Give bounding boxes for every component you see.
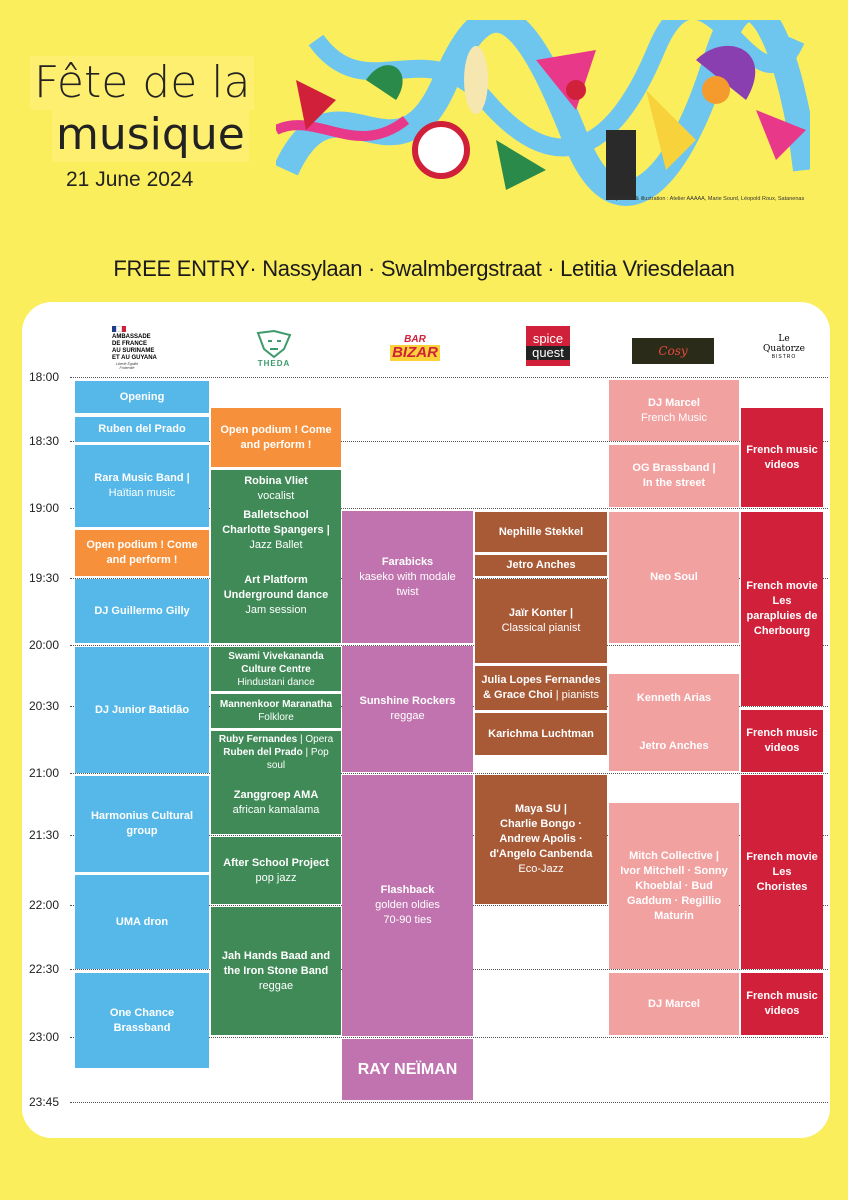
event-title: Jaïr Konter | [508, 607, 574, 619]
event-title: Mitch Collective | [629, 849, 719, 862]
event-title: Farabicks [381, 555, 434, 568]
event-title: Art Platform [244, 574, 308, 586]
event-genre: | Opera [299, 734, 334, 745]
event-title: Nephille Stekkel [498, 525, 584, 538]
event-ruby-ruben-zanggroep [211, 731, 341, 834]
event-title: DJ Junior Batidão [94, 703, 190, 716]
logo-quatorze [756, 326, 812, 368]
event-dj-junior-batidao [75, 647, 209, 773]
event-title: Open podium ! Come [220, 423, 332, 436]
event-karichma-luchtman [475, 713, 607, 755]
event-title: Jetro Anches [639, 740, 709, 753]
event-mitch-collective [609, 803, 739, 969]
event-genre: vocalist [257, 490, 295, 502]
time-label-2030: 20:30 [29, 699, 60, 713]
event-dj-guillermo-gilly [75, 579, 209, 643]
event-title: Charlotte Spangers | [222, 524, 330, 536]
time-label-1830: 18:30 [29, 434, 60, 448]
time-label-2100: 21:00 [29, 766, 60, 780]
event-title: Ruby Fernandes [218, 734, 298, 745]
event-genre: 70-90 ties [383, 914, 432, 926]
event-opening [75, 381, 209, 413]
time-label-1800: 18:00 [29, 370, 60, 384]
event-mannenkoor-maranatha [211, 694, 341, 728]
event-harmonius-cultural-group [75, 776, 209, 872]
event-title: Open podium ! Come [86, 539, 198, 551]
event-jah-hands-baad [211, 907, 341, 1035]
event-genre: | Pop [305, 747, 329, 758]
event-french-music-videos-1 [741, 408, 823, 507]
event-title: OG Brassband | [632, 462, 716, 474]
event-neo-soul [609, 512, 739, 643]
event-title: Brassband [113, 1021, 171, 1034]
event-genre: twist [396, 585, 419, 598]
event-jair-konter [475, 579, 607, 663]
event-title: Robina Vliet [244, 475, 308, 487]
time-label-2300: 23:00 [29, 1030, 60, 1044]
event-genre: Classical pianist [501, 622, 581, 634]
event-title: French music [746, 727, 818, 739]
event-title: and perform ! [240, 438, 312, 451]
event-title: Ruben del Prado [98, 423, 186, 435]
event-genre: golden oldies [375, 899, 440, 911]
grid-line-1800 [70, 377, 828, 378]
event-after-school-project [211, 837, 341, 904]
event-title: parapluies de [746, 610, 818, 622]
ambassade-line1: AMBASSADE [112, 334, 151, 340]
event-title: Opening [119, 390, 165, 403]
event-date: 21 June 2024 [66, 168, 194, 191]
event-title: After School Project [223, 856, 329, 869]
event-title: Jah Hands Baad and [221, 949, 331, 962]
event-ray-neiman [342, 1039, 473, 1100]
poster-title-line2: musique [52, 108, 249, 162]
event-swami-vivekananda [211, 647, 341, 691]
event-title: videos [764, 458, 800, 471]
event-genre: african kamalama [232, 804, 320, 816]
theda-face-icon [254, 329, 294, 359]
event-title: group [126, 825, 158, 837]
time-label-1900: 19:00 [29, 501, 60, 515]
event-title: One Chance [109, 1006, 175, 1019]
quatorze-line3: BISTRO [771, 354, 797, 360]
event-title: Underground dance [223, 589, 329, 601]
event-title: Karichma Luchtman [488, 727, 594, 740]
event-genre: pop jazz [255, 871, 297, 884]
event-title: Maturin [654, 909, 694, 922]
event-genre: Jazz Ballet [249, 539, 303, 551]
event-title: Ruben del Prado [223, 747, 303, 758]
event-title: DJ Marcel [648, 396, 700, 409]
event-maya-su [475, 775, 607, 904]
illustration-credit: Graphisme & illustration : Atelier AAAAA, Marie Sourd, Léopold Roux, Satanenas [607, 196, 805, 202]
time-label-1930: 19:30 [29, 571, 60, 585]
event-title: Harmonius Cultural [90, 810, 194, 822]
grace-line [483, 688, 599, 703]
event-title: Culture Centre [241, 663, 311, 675]
barbizar-line2: BIZAR [392, 343, 438, 361]
time-label-2130: 21:30 [29, 828, 60, 842]
event-uma-dron [75, 875, 209, 969]
event-genre: Eco-Jazz [518, 863, 564, 875]
cosy-name: Cosy [658, 344, 688, 358]
event-title: the Iron Stone Band [223, 964, 329, 977]
event-title: UMA dron [115, 915, 169, 928]
event-title: French movie [746, 850, 818, 863]
spicequest-line2: quest [526, 346, 570, 360]
event-title: Julia Lopes Fernandes [481, 674, 601, 686]
ambassade-line2: DE FRANCE [112, 341, 148, 347]
event-genre: soul [266, 760, 286, 771]
time-label-2345: 23:45 [29, 1095, 60, 1109]
event-genre: kaseko with modale [359, 570, 456, 583]
event-title: Les [772, 865, 792, 878]
event-title: Kenneth Arias [636, 691, 712, 704]
quatorze-line2: Quatorze [763, 344, 805, 354]
event-dj-marcel-1 [609, 380, 739, 441]
event-title: Rara Music Band | [94, 472, 190, 484]
event-title: Flashback [380, 884, 435, 896]
event-title: Neo Soul [650, 571, 698, 583]
event-genre: reggae [258, 979, 294, 992]
event-dj-marcel-2 [609, 973, 739, 1035]
event-french-music-videos-2 [741, 710, 823, 772]
event-jetro-anches-1 [475, 555, 607, 576]
event-title: Swami Vivekananda [228, 650, 324, 662]
event-title: Mannenkoor Maranatha [219, 699, 333, 710]
french-flag-icon [112, 326, 126, 332]
event-one-chance-brassband [75, 973, 209, 1068]
event-title: Andrew Apolis · [499, 833, 583, 845]
event-sunshine-rockers [342, 646, 473, 772]
event-title: RAY NEÏMAN [357, 1061, 458, 1078]
event-title: In the street [642, 477, 706, 489]
ambassade-line4: ET AU GUYANA [112, 355, 157, 361]
event-title: Cherbourg [753, 625, 811, 637]
spicequest-line1: spice [532, 331, 564, 346]
logo-cosy [632, 338, 714, 364]
quatorze-line1: Le [778, 334, 790, 344]
event-title: DJ Marcel [648, 997, 700, 1010]
event-open-podium-2 [211, 408, 341, 467]
ruby-line [219, 733, 333, 746]
event-genre: Jam session [245, 604, 307, 616]
event-nephille-stekkel [475, 512, 607, 552]
event-og-brassband [609, 445, 739, 507]
event-title: Les [772, 595, 792, 607]
event-title: and perform ! [106, 554, 178, 566]
poster-title-line1: Fête de la [30, 56, 254, 110]
time-label-2230: 22:30 [29, 962, 60, 976]
event-title: & Grace Choi [483, 689, 553, 701]
illustration-art [276, 20, 810, 206]
event-title: Charlie Bongo · [500, 818, 582, 830]
grid-line-2100 [70, 773, 828, 774]
event-title: Jetro Anches [506, 559, 576, 571]
event-les-choristes [741, 775, 823, 969]
event-title: French movie [746, 580, 818, 592]
event-flashback [342, 775, 473, 1036]
event-title: French music [746, 443, 818, 456]
event-kenneth-jetro [609, 674, 739, 771]
event-title: Maya SU | [515, 803, 567, 815]
time-label-2000: 20:00 [29, 638, 60, 652]
event-title: Ivor Mitchell · Sonny [620, 864, 728, 877]
event-title: videos [764, 742, 800, 754]
event-open-podium-1 [75, 530, 209, 576]
event-title: Choristes [756, 880, 808, 893]
event-les-parapluies-de-cherbourg [741, 512, 823, 706]
event-title: Sunshine Rockers [359, 695, 456, 707]
logo-barbizar [388, 328, 442, 366]
event-genre: Folklore [258, 712, 294, 723]
event-title: Balletschool [243, 509, 309, 521]
logo-theda [248, 326, 300, 370]
ambassade-line3: AU SURINAME [112, 348, 155, 354]
event-farabicks [342, 511, 473, 643]
barbizar-line1: BAR [404, 333, 426, 345]
grid-line-2345 [70, 1102, 828, 1103]
event-robina-balletschool-art-platform [211, 470, 341, 643]
logo-spicequest [526, 326, 570, 366]
ambassade-motto: Liberté Égalité Fraternité [115, 362, 139, 370]
event-genre: Hindustani dance [237, 676, 315, 688]
event-french-music-videos-3 [741, 973, 823, 1035]
event-genre: reggae [390, 710, 425, 722]
event-title: Zanggroep AMA [233, 789, 319, 801]
event-title: d'Angelo Canbenda [489, 848, 593, 860]
ruben-line [223, 746, 328, 759]
event-genre: French Music [640, 411, 708, 424]
event-julia-grace [475, 666, 607, 710]
event-title: DJ Guillermo Gilly [94, 604, 190, 617]
event-genre: Haïtian music [108, 487, 176, 499]
event-rara-music-band [75, 445, 209, 527]
event-title: Gaddum · Regillio [626, 894, 722, 907]
theda-name: THEDA [257, 358, 291, 368]
time-label-2200: 22:00 [29, 898, 60, 912]
logo-ambassade [112, 326, 174, 370]
event-title: videos [764, 1005, 800, 1017]
event-title: Khoeblal · Bud [635, 879, 713, 892]
event-title: French music [746, 990, 818, 1002]
event-ruben-del-prado [75, 417, 209, 442]
event-genre: | pianists [555, 689, 599, 701]
subtitle-free-entry: FREE ENTRY· Nassylaan · Swalmbergstraat · Letitia Vriesdelaan [113, 256, 735, 281]
